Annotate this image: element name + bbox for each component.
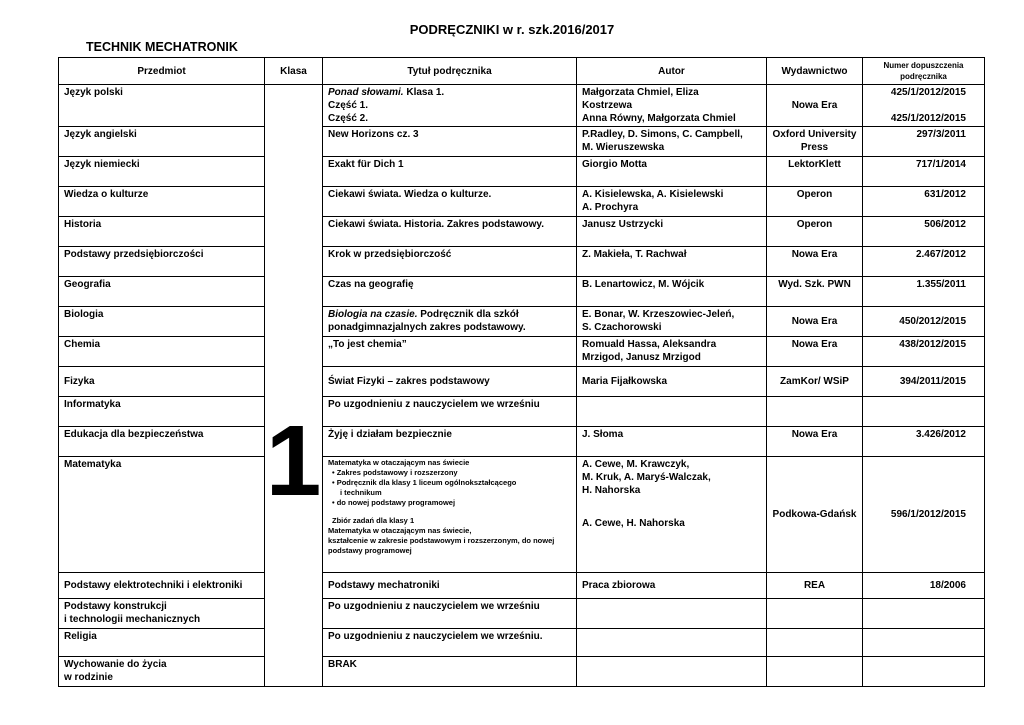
- title-cell: Podstawy mechatroniki: [323, 573, 577, 599]
- school-name: TECHNIK MECHATRONIK: [86, 40, 238, 54]
- publisher-cell: Nowa Era: [767, 307, 863, 337]
- author-cell: A. Kisielewska, A. Kisielewski A. Prochyra: [577, 187, 767, 217]
- subject-cell: Język angielski: [59, 127, 265, 157]
- author-cell: E. Bonar, W. Krzeszowiec-Jeleń, S. Czachorowski: [577, 307, 767, 337]
- table-row: [59, 277, 985, 307]
- title-cell: Żyję i działam bezpiecznie: [323, 427, 577, 457]
- class-cell: [265, 85, 323, 687]
- publisher-cell: Wyd. Szk. PWN: [767, 277, 863, 307]
- publisher-cell: [767, 599, 863, 629]
- table-row: [59, 127, 985, 157]
- title-cell: Ciekawi świata. Wiedza o kulturze.: [323, 187, 577, 217]
- subject-cell: Język polski: [59, 85, 265, 127]
- number-cell: [863, 629, 985, 657]
- table-row: [59, 629, 985, 657]
- publisher-cell: Operon: [767, 217, 863, 247]
- publisher-cell: [767, 629, 863, 657]
- table-row: [59, 307, 985, 337]
- title-cell: Exakt für Dich 1: [323, 157, 577, 187]
- subject-cell: Informatyka: [59, 397, 265, 427]
- subject-cell: Chemia: [59, 337, 265, 367]
- number-cell: 631/2012: [863, 187, 985, 217]
- publisher-cell: Oxford University Press: [767, 127, 863, 157]
- table-row: [59, 157, 985, 187]
- table-row: [59, 217, 985, 247]
- subject-cell: Wychowanie do życia w rodzinie: [59, 657, 265, 687]
- table-row: [59, 187, 985, 217]
- author-cell: Romuald Hassa, Aleksandra Mrzigod, Janusz Mrzigod: [577, 337, 767, 367]
- title-cell: Po uzgodnieniu z nauczycielem we wrześniu: [323, 397, 577, 427]
- author-cell: J. Słoma: [577, 427, 767, 457]
- table-row: [59, 247, 985, 277]
- subject-cell: Fizyka: [59, 367, 265, 397]
- subject-cell: Biologia: [59, 307, 265, 337]
- col-header-class: Klasa: [265, 58, 323, 85]
- number-cell: [863, 657, 985, 687]
- number-cell: 1.355/2011: [863, 277, 985, 307]
- table-row: [59, 599, 985, 629]
- number-cell: 438/2012/2015: [863, 337, 985, 367]
- subject-cell: Geografia: [59, 277, 265, 307]
- number-cell: 425/1/2012/2015 425/1/2012/2015: [863, 85, 985, 127]
- title-italic: Biologia na czasie.: [328, 309, 418, 320]
- subject-cell: Edukacja dla bezpieczeństwa: [59, 427, 265, 457]
- author-cell: [577, 657, 767, 687]
- col-header-title: Tytuł podręcznika: [323, 58, 577, 85]
- subject-cell: Matematyka: [59, 457, 265, 573]
- col-header-subject: Przedmiot: [59, 58, 265, 85]
- author-cell: Janusz Ustrzycki: [577, 217, 767, 247]
- textbook-table: [58, 57, 985, 687]
- subject-cell: Podstawy elektrotechniki i elektroniki: [59, 573, 265, 599]
- publisher-cell: [767, 397, 863, 427]
- title-cell: Biologia na czasie. Podręcznik dla szkół ponadgimnazjalnych zakres podstawowy.: [323, 307, 577, 337]
- author-cell: [577, 629, 767, 657]
- author-cell: [577, 397, 767, 427]
- title-italic: Ponad słowami.: [328, 87, 404, 98]
- subject-cell: Wiedza o kulturze: [59, 187, 265, 217]
- number-cell: 717/1/2014: [863, 157, 985, 187]
- author-cell: P.Radley, D. Simons, C. Campbell, M. Wieruszewska: [577, 127, 767, 157]
- number-cell: [863, 599, 985, 629]
- title-cell: Krok w przedsiębiorczość: [323, 247, 577, 277]
- table-row: [59, 397, 985, 427]
- table-row: [59, 657, 985, 687]
- title-cell: „To jest chemia”: [323, 337, 577, 367]
- title-cell: Po uzgodnieniu z nauczycielem we wrześniu: [323, 599, 577, 629]
- number-cell: 450/2012/2015: [863, 307, 985, 337]
- author-cell: Giorgio Motta: [577, 157, 767, 187]
- publisher-cell: Nowa Era: [767, 247, 863, 277]
- author-cell: Praca zbiorowa: [577, 573, 767, 599]
- author-cell: Maria Fijałkowska: [577, 367, 767, 397]
- author-cell: [577, 599, 767, 629]
- title-cell: BRAK: [323, 657, 577, 687]
- publisher-cell: Podkowa-Gdańsk: [767, 457, 863, 573]
- publisher-cell: REA: [767, 573, 863, 599]
- number-cell: 297/3/2011: [863, 127, 985, 157]
- title-cell: Matematyka w otaczającym nas świecie • Zakres podstawowy i rozszerzony • Podręcznik dla klasy 1 liceum ogólnokształcącego i technikum • do nowej podstawy programowej Zbiór zadań dla klasy 1 Matematyka w otaczającym nas świecie, kształcenie w zakresie podstawowym i rozszerzonym, do nowej podstawy programowej: [323, 457, 577, 573]
- number-cell: 596/1/2012/2015: [863, 457, 985, 573]
- author-cell: B. Lenartowicz, M. Wójcik: [577, 277, 767, 307]
- title-cell: Czas na geografię: [323, 277, 577, 307]
- title-cell: Świat Fizyki – zakres podstawowy: [323, 367, 577, 397]
- class-number: 1: [265, 404, 322, 517]
- table-row: [59, 337, 985, 367]
- author-cell: Małgorzata Chmiel, Eliza Kostrzewa Anna Równy, Małgorzata Chmiel: [577, 85, 767, 127]
- title-cell: Ciekawi świata. Historia. Zakres podstawowy.: [323, 217, 577, 247]
- col-header-author: Autor: [577, 58, 767, 85]
- title-cell: Ponad słowami. Klasa 1. Część 1. Część 2.: [323, 85, 577, 127]
- table-row: [59, 367, 985, 397]
- publisher-cell: Operon: [767, 187, 863, 217]
- table-row: [59, 457, 985, 573]
- publisher-cell: Nowa Era: [767, 427, 863, 457]
- number-cell: 3.426/2012: [863, 427, 985, 457]
- col-header-number: Numer dopuszczenia podręcznika: [863, 58, 985, 85]
- subject-cell: Podstawy przedsiębiorczości: [59, 247, 265, 277]
- number-cell: 2.467/2012: [863, 247, 985, 277]
- publisher-cell: Nowa Era: [767, 337, 863, 367]
- col-header-publisher: Wydawnictwo: [767, 58, 863, 85]
- publisher-cell: LektorKlett: [767, 157, 863, 187]
- subject-cell: Język niemiecki: [59, 157, 265, 187]
- number-cell: 506/2012: [863, 217, 985, 247]
- publisher-cell: ZamKor/ WSiP: [767, 367, 863, 397]
- number-cell: [863, 397, 985, 427]
- subject-cell: Podstawy konstrukcji i technologii mechanicznych: [59, 599, 265, 629]
- subject-cell: Historia: [59, 217, 265, 247]
- table-header-row: [59, 58, 985, 85]
- table-row: [59, 85, 985, 127]
- author-cell: Z. Makieła, T. Rachwał: [577, 247, 767, 277]
- title-cell: New Horizons cz. 3: [323, 127, 577, 157]
- number-cell: 18/2006: [863, 573, 985, 599]
- subject-cell: Religia: [59, 629, 265, 657]
- publisher-cell: Nowa Era: [767, 85, 863, 127]
- author-cell: A. Cewe, M. Krawczyk, M. Kruk, A. Maryś-Walczak, H. Nahorska A. Cewe, H. Nahorska: [577, 457, 767, 573]
- document-title: PODRĘCZNIKI w r. szk.2016/2017: [409, 22, 615, 37]
- table-row: [59, 573, 985, 599]
- title-cell: Po uzgodnieniu z nauczycielem we wrześniu.: [323, 629, 577, 657]
- table-row: [59, 427, 985, 457]
- number-cell: 394/2011/2015: [863, 367, 985, 397]
- publisher-cell: [767, 657, 863, 687]
